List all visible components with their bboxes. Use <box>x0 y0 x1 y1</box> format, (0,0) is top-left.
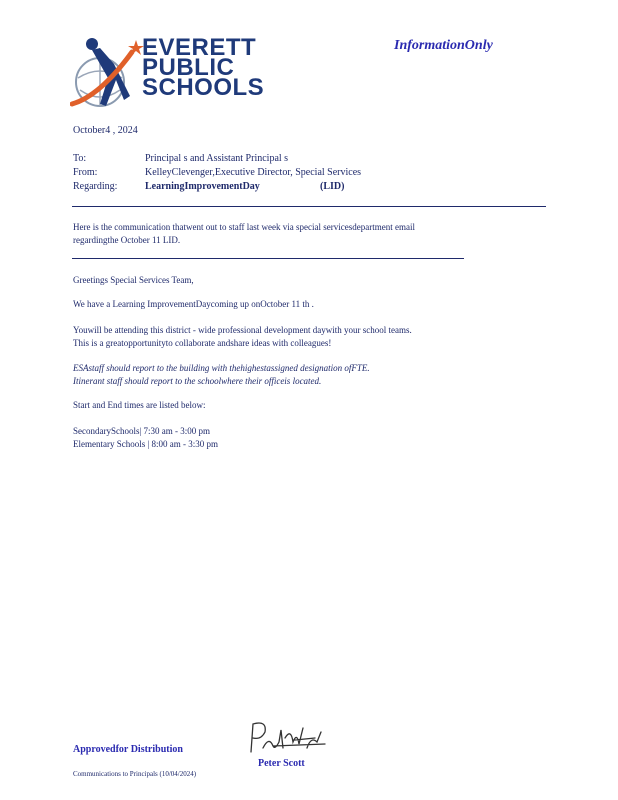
intro-line-2: regardingthe October 11 LID. <box>73 235 181 245</box>
regarding-value: LearningImprovementDay <box>145 181 260 192</box>
paragraph-2-line-2: This is a greatopportunityto collaborate andshare ideas with colleagues! <box>73 338 332 348</box>
regarding-label: Regarding: <box>73 181 118 192</box>
intro-line-1: Here is the communication thatwent out to staff last week via special servicesdepartment email <box>73 222 415 232</box>
to-value: Principal s and Assistant Principal s <box>145 153 289 164</box>
memo-date: October4 , 2024 <box>73 125 138 136</box>
logo-line-1: EVERETT <box>142 34 257 61</box>
intro-divider <box>72 258 464 259</box>
logo-figure-icon <box>70 34 145 114</box>
signature-icon <box>245 718 330 758</box>
greeting: Greetings Special Services Team, <box>73 275 194 285</box>
district-logo <box>70 34 265 114</box>
signer-name: Peter Scott <box>258 758 305 769</box>
to-label: To: <box>73 153 87 164</box>
paragraph-3-line-2: Itinerant staff should report to the schoolwhere their officeis located. <box>73 376 322 386</box>
schedule-elementary: Elementary Schools | 8:00 am - 3:30 pm <box>73 439 219 449</box>
from-label: From: <box>73 167 98 178</box>
header-divider <box>72 206 546 207</box>
regarding-tag: (LID) <box>320 181 345 192</box>
paragraph-1: We have a Learning ImprovementDaycoming up onOctober 11 th . <box>73 299 314 309</box>
approved-for-distribution: Approvedfor Distribution <box>73 744 183 755</box>
paragraph-4: Start and End times are listed below: <box>73 400 206 410</box>
footer-reference: Communications to Principals (10/04/2024) <box>73 770 197 778</box>
schedule-secondary: SecondarySchools| 7:30 am - 3:00 pm <box>73 426 211 436</box>
from-value: KelleyClevenger,Executive Director, Special Services <box>145 167 362 178</box>
logo-line-2: PUBLIC <box>142 54 235 81</box>
information-only-label: InformationOnly <box>394 38 493 53</box>
logo-line-3: SCHOOLS <box>142 74 265 101</box>
paragraph-2-line-1: Youwill be attending this district - wide professional development daywith your school teams. <box>73 325 412 335</box>
paragraph-3-line-1: ESAstaff should report to the building with thehighestassigned designation ofFTE. <box>73 363 370 373</box>
